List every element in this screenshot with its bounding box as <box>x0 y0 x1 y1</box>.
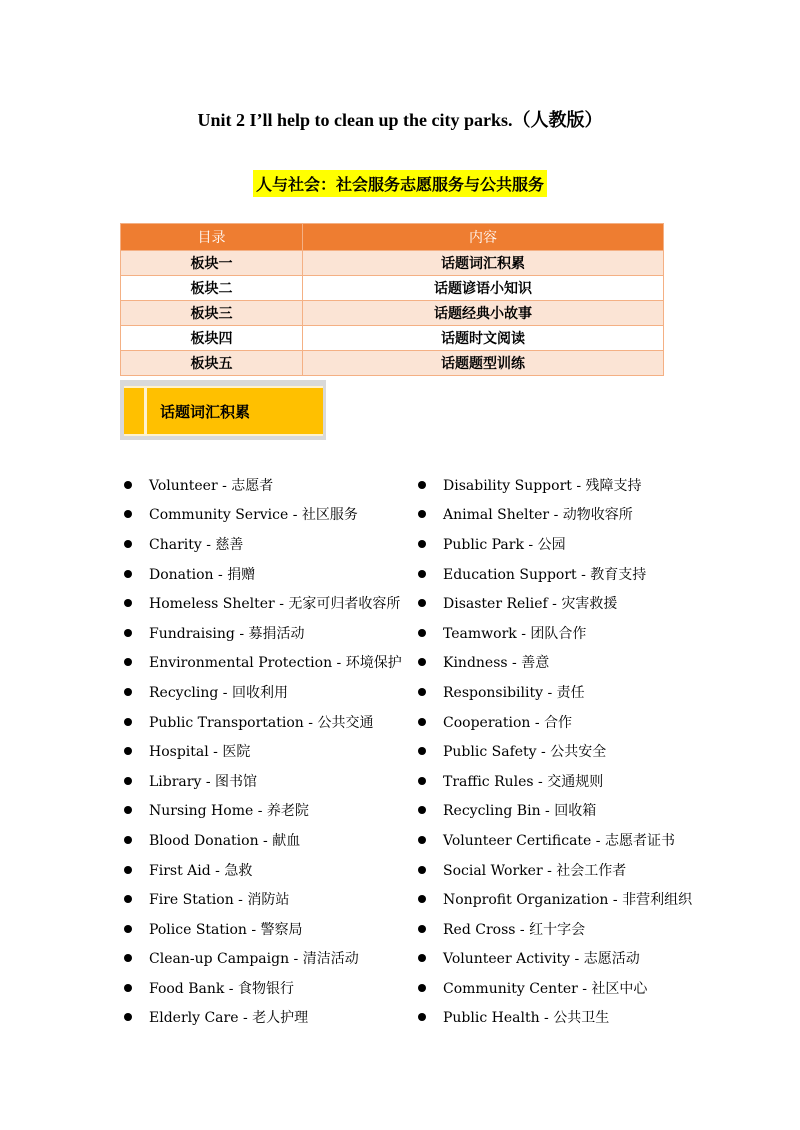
vocab-item <box>120 796 400 826</box>
bullet-icon <box>418 925 426 933</box>
table-cell-section: 板块五 <box>121 351 303 376</box>
vocab-text: Kindness - 善意 <box>443 655 550 672</box>
bullet-icon <box>124 836 132 844</box>
vocab-text: Red Cross - 红十字会 <box>443 921 586 938</box>
vocab-text: Volunteer Activity - 志愿活动 <box>443 951 640 968</box>
vocab-item <box>414 884 714 914</box>
table-cell-content: 话题题型训练 <box>303 351 664 376</box>
vocab-text: Recycling Bin - 回收箱 <box>443 803 597 820</box>
vocab-text: Fundraising - 募捐活动 <box>149 625 305 642</box>
vocab-item <box>414 588 714 618</box>
bullet-icon <box>124 629 132 637</box>
table-row <box>121 326 664 351</box>
table-row <box>121 251 664 276</box>
vocab-text: Food Bank - 食物银行 <box>149 980 294 997</box>
vocab-item <box>120 973 400 1003</box>
vocab-text: Fire Station - 消防站 <box>149 892 290 909</box>
vocab-text: Cooperation - 合作 <box>443 714 573 731</box>
vocab-item <box>414 736 714 766</box>
table-header-catalog: 目录 <box>121 224 303 251</box>
vocab-item <box>120 618 400 648</box>
bullet-icon <box>124 658 132 666</box>
vocab-text: Nonprofit Organization - 非营利组织 <box>443 892 693 909</box>
vocab-text: Disaster Relief - 灾害救援 <box>443 596 618 613</box>
vocab-item <box>120 736 400 766</box>
bullet-icon <box>418 570 426 578</box>
bullet-icon <box>418 540 426 548</box>
bullet-icon <box>124 925 132 933</box>
vocab-item <box>414 500 714 530</box>
vocab-text: Public Park - 公园 <box>443 536 566 553</box>
vocab-text: Homeless Shelter - 无家可归者收容所 <box>149 596 401 613</box>
vocab-item <box>120 588 400 618</box>
bullet-icon <box>418 895 426 903</box>
vocab-item <box>414 944 714 974</box>
vocab-item <box>414 914 714 944</box>
table-cell-content: 话题时文阅读 <box>303 326 664 351</box>
table-cell-content: 话题谚语小知识 <box>303 276 664 301</box>
vocab-item <box>414 1003 714 1033</box>
contents-table <box>120 223 664 376</box>
vocab-text: Community Center - 社区中心 <box>443 980 648 997</box>
vocab-text: Donation - 捐赠 <box>149 566 256 583</box>
vocab-text: Public Health - 公共卫生 <box>443 1010 610 1027</box>
bullet-icon <box>418 777 426 785</box>
vocab-text: Public Safety - 公共安全 <box>443 744 607 761</box>
vocab-text: Nursing Home - 养老院 <box>149 803 309 820</box>
vocab-item <box>414 825 714 855</box>
bullet-icon <box>418 954 426 962</box>
vocab-text: Education Support - 教育支持 <box>443 566 647 583</box>
vocab-text: Recycling - 回收利用 <box>149 684 288 701</box>
bullet-icon <box>124 747 132 755</box>
vocab-item <box>414 707 714 737</box>
vocab-item <box>414 648 714 678</box>
bullet-icon <box>418 599 426 607</box>
vocab-text: Police Station - 警察局 <box>149 921 303 938</box>
vocab-text: Community Service - 社区服务 <box>149 507 358 524</box>
vocab-item <box>120 529 400 559</box>
vocab-item <box>414 973 714 1003</box>
bullet-icon <box>418 510 426 518</box>
table-cell-content: 话题经典小故事 <box>303 301 664 326</box>
vocab-item <box>120 944 400 974</box>
vocab-item <box>414 855 714 885</box>
table-cell-section: 板块三 <box>121 301 303 326</box>
vocab-text: Clean-up Campaign - 清洁活动 <box>149 951 359 968</box>
vocab-item <box>120 766 400 796</box>
table-row <box>121 301 664 326</box>
vocab-item <box>120 884 400 914</box>
bullet-icon <box>124 984 132 992</box>
bullet-icon <box>124 1013 132 1021</box>
bullet-icon <box>418 658 426 666</box>
vocab-item <box>120 648 400 678</box>
vocab-item <box>120 855 400 885</box>
table-cell-section: 板块二 <box>121 276 303 301</box>
vocab-text: Animal Shelter - 动物收容所 <box>443 507 633 524</box>
subtitle-container <box>0 170 800 197</box>
table-cell-section: 板块四 <box>121 326 303 351</box>
bullet-icon <box>418 688 426 696</box>
vocab-item <box>414 470 714 500</box>
vocab-list-right <box>414 470 714 1032</box>
vocab-item <box>414 796 714 826</box>
bullet-icon <box>418 984 426 992</box>
table-cell-content: 话题词汇积累 <box>303 251 664 276</box>
bullet-icon <box>418 1013 426 1021</box>
vocab-item <box>120 677 400 707</box>
vocab-item <box>120 500 400 530</box>
bullet-icon <box>418 836 426 844</box>
vocab-text: Blood Donation - 献血 <box>149 832 301 849</box>
bullet-icon <box>124 806 132 814</box>
vocab-text: Charity - 慈善 <box>149 536 244 553</box>
table-header-row <box>121 224 664 251</box>
vocab-text: Social Worker - 社会工作者 <box>443 862 627 879</box>
vocab-item <box>120 1003 400 1033</box>
vocab-list-left <box>120 470 400 1032</box>
vocab-text: Library - 图书馆 <box>149 773 258 790</box>
vocab-text: Public Transportation - 公共交通 <box>149 714 374 731</box>
bullet-icon <box>124 510 132 518</box>
vocab-item <box>120 559 400 589</box>
bullet-icon <box>124 688 132 696</box>
section-banner-inner <box>124 386 323 436</box>
bullet-icon <box>124 599 132 607</box>
bullet-icon <box>418 747 426 755</box>
section-banner <box>120 380 326 440</box>
bullet-icon <box>124 540 132 548</box>
section-banner-label: 话题词汇积累 <box>160 403 251 421</box>
page-title: Unit 2 I’ll help to clean up the city parks.（人教版） <box>197 110 603 130</box>
vocab-text: Volunteer - 志愿者 <box>149 477 274 494</box>
vocab-item <box>120 914 400 944</box>
bullet-icon <box>124 866 132 874</box>
table-cell-section: 板块一 <box>121 251 303 276</box>
highlighted-subtitle: 人与社会：社会服务志愿服务与公共服务 <box>253 170 547 197</box>
vocab-text: Environmental Protection - 环境保护 <box>149 655 402 672</box>
bullet-icon <box>418 866 426 874</box>
vocab-text: Responsibility - 责任 <box>443 684 585 701</box>
banner-divider <box>144 388 147 434</box>
vocab-item <box>414 618 714 648</box>
vocab-item <box>414 559 714 589</box>
vocab-text: Traffic Rules - 交通规则 <box>443 773 604 790</box>
bullet-icon <box>124 570 132 578</box>
bullet-icon <box>418 806 426 814</box>
vocab-text: Disability Support - 残障支持 <box>443 477 642 494</box>
vocab-item <box>414 529 714 559</box>
vocab-text: Elderly Care - 老人护理 <box>149 1010 309 1027</box>
bullet-icon <box>124 481 132 489</box>
vocab-text: First Aid - 急救 <box>149 862 253 879</box>
vocab-item <box>120 470 400 500</box>
bullet-icon <box>418 718 426 726</box>
bullet-icon <box>124 895 132 903</box>
vocab-item <box>414 677 714 707</box>
bullet-icon <box>418 629 426 637</box>
table-row <box>121 276 664 301</box>
bullet-icon <box>124 777 132 785</box>
bullet-icon <box>124 718 132 726</box>
vocab-item <box>120 707 400 737</box>
vocab-text: Teamwork - 团队合作 <box>443 625 587 642</box>
bullet-icon <box>124 954 132 962</box>
vocab-item <box>414 766 714 796</box>
table-header-content: 内容 <box>303 224 664 251</box>
vocab-text: Volunteer Certificate - 志愿者证书 <box>443 832 675 849</box>
vocab-item <box>120 825 400 855</box>
table-row <box>121 351 664 376</box>
bullet-icon <box>418 481 426 489</box>
vocab-text: Hospital - 医院 <box>149 744 251 761</box>
